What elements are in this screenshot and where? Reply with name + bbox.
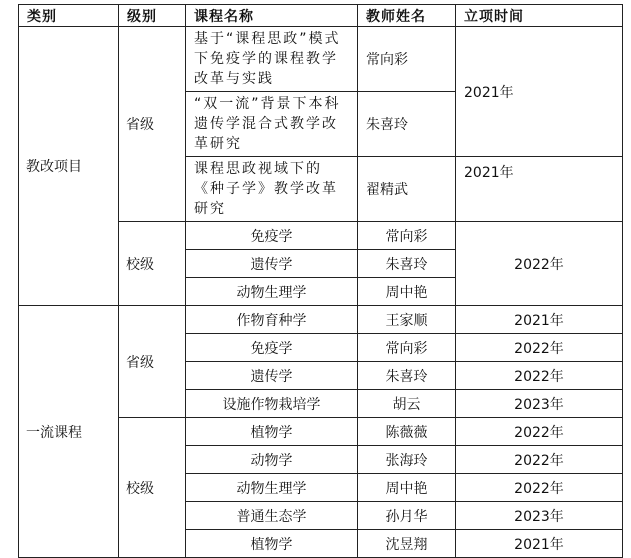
year-cell: 2022年 (456, 222, 623, 306)
course-name-cell: 普通生态学 (186, 502, 358, 530)
course-name-cell: 遗传学 (186, 362, 358, 390)
course-name-cell: 基于“课程思政”模式下免疫学的课程教学改革与实践 (186, 27, 358, 92)
teacher-cell: 王家顺 (358, 306, 456, 334)
year-cell: 2023年 (456, 390, 623, 418)
level-cell: 省级 (119, 27, 186, 222)
teacher-cell: 周中艳 (358, 278, 456, 306)
year-cell: 2022年 (456, 446, 623, 474)
header-level: 级别 (119, 5, 186, 27)
level-cell: 校级 (119, 418, 186, 558)
course-name-cell: 动物生理学 (186, 278, 358, 306)
year-cell: 2023年 (456, 502, 623, 530)
table-row (19, 306, 623, 334)
course-name-cell: 作物育种学 (186, 306, 358, 334)
teacher-cell: 张海玲 (358, 446, 456, 474)
course-name-cell: “双一流”背景下本科遗传学混合式教学改革研究 (186, 92, 358, 157)
teacher-cell: 孙月华 (358, 502, 456, 530)
course-name-cell: 遗传学 (186, 250, 358, 278)
header-course-name: 课程名称 (186, 5, 358, 27)
teacher-cell: 常向彩 (358, 222, 456, 250)
category-cell: 教改项目 (19, 27, 119, 306)
category-cell: 一流课程 (19, 306, 119, 558)
course-name-cell: 免疫学 (186, 222, 358, 250)
year-cell: 2022年 (456, 334, 623, 362)
year-cell: 2022年 (456, 418, 623, 446)
course-name-cell: 植物学 (186, 418, 358, 446)
year-cell: 2021年 (456, 27, 623, 157)
course-name-cell: 动物学 (186, 446, 358, 474)
teacher-cell: 朱喜玲 (358, 250, 456, 278)
course-name-cell: 课程思政视域下的《种子学》教学改革研究 (186, 157, 358, 222)
teacher-cell: 陈薇薇 (358, 418, 456, 446)
teacher-cell: 朱喜玲 (358, 362, 456, 390)
course-name-cell: 免疫学 (186, 334, 358, 362)
header-row (19, 5, 623, 27)
course-name-cell: 动物生理学 (186, 474, 358, 502)
year-cell: 2021年 (456, 530, 623, 558)
header-teacher-name: 教师姓名 (358, 5, 456, 27)
year-cell: 2022年 (456, 474, 623, 502)
teacher-cell: 沈昱翔 (358, 530, 456, 558)
year-cell: 2021年 (456, 157, 623, 222)
header-approval-time: 立项时间 (456, 5, 623, 27)
teacher-cell: 翟精武 (358, 157, 456, 222)
course-name-cell: 设施作物栽培学 (186, 390, 358, 418)
year-cell: 2022年 (456, 362, 623, 390)
teacher-cell: 常向彩 (358, 27, 456, 92)
level-cell: 校级 (119, 222, 186, 306)
teacher-cell: 朱喜玲 (358, 92, 456, 157)
teacher-cell: 周中艳 (358, 474, 456, 502)
year-cell: 2021年 (456, 306, 623, 334)
header-category: 类别 (19, 5, 119, 27)
table-row (19, 27, 623, 92)
course-name-cell: 植物学 (186, 530, 358, 558)
teacher-cell: 胡云 (358, 390, 456, 418)
level-cell: 省级 (119, 306, 186, 418)
course-table (18, 4, 623, 558)
teacher-cell: 常向彩 (358, 334, 456, 362)
